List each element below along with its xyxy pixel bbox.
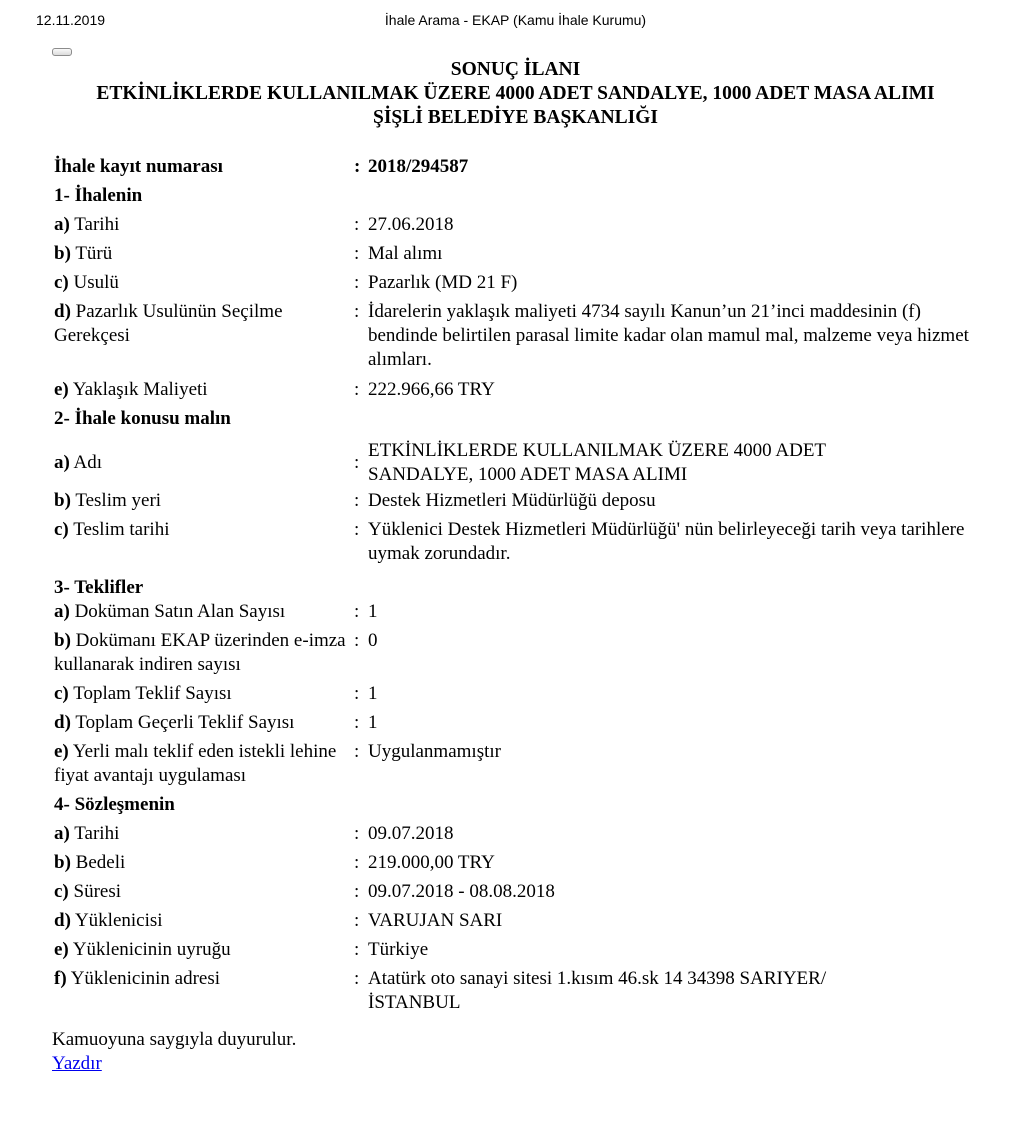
print-header [0,12,1031,32]
row-label-text: Toplam Geçerli Teklif Sayısı [75,712,295,733]
row-label [54,436,354,489]
row-label-text: Teslim tarihi [73,519,170,540]
footer [52,1028,296,1076]
section-header [54,571,984,600]
row-label-text: Yüklenicinin uyruğu [72,939,231,960]
row-label-text: Yerli malı teklif eden istekli lehine fiyat avantajı uygulaması [54,741,337,786]
colon: : [354,519,360,540]
row-label-text: Pazarlık Usulünün Seçilme Gerekçesi [54,301,283,346]
row-value: Yüklenici Destek Hizmetleri Müdürlüğü' nün belirleyeceği tarih veya tarihlere uymak zorundadır. [368,519,965,564]
row-label-text: Usulü [73,272,119,293]
table-row [54,880,984,909]
colon: : [354,301,360,322]
announcement-heading [0,58,1031,130]
row-label-text: Bedeli [75,852,126,873]
row-label [54,600,354,629]
heading-subject: ETKİNLİKLERDE KULLANILMAK ÜZERE 4000 ADET SANDALYE, 1000 ADET MASA ALIMI [96,83,935,104]
row-label-text: Yüklenicinin adresi [70,968,221,989]
colon: : [354,243,360,264]
colon: : [354,823,360,844]
row-value: 27.06.2018 [368,214,454,235]
row-label [54,711,354,740]
table-row [54,378,984,407]
row-letter: a) [54,451,70,473]
row-value: İdarelerin yaklaşık maliyeti 4734 sayılı Kanun’un 21’inci maddesinin (f) bendinde belirtilen parasal limite kadar olan mamul mal, malzeme veya hizmet alımları. [368,301,969,370]
section-header [54,793,984,822]
row-label [54,938,354,967]
section-title: 4- Sözleşmenin [54,794,175,815]
colon: : [354,852,360,873]
colon: : [354,712,360,733]
row-label-text: Doküman Satın Alan Sayısı [74,601,286,622]
row-label-text: Süresi [73,881,122,902]
row-letter: a) [54,601,70,622]
row-label [54,489,354,518]
table-row [54,300,984,378]
row-value: 0 [368,630,378,651]
row-label [54,300,354,378]
table-row [54,436,984,489]
row-value: Uygulanmamıştır [368,741,501,762]
row-letter: b) [54,243,71,264]
table-row [54,938,984,967]
section-title: 1- İhalenin [54,185,143,206]
row-letter: e) [54,741,69,762]
heading-title: SONUÇ İLANI [450,59,581,80]
ikn-row [54,155,984,184]
colon: : [354,272,360,293]
row-value: Türkiye [368,939,429,960]
row-label-text: Tarihi [74,214,120,235]
section-header [54,184,984,213]
table-row [54,682,984,711]
table-row [54,600,984,629]
print-page-title: İhale Arama - EKAP (Kamu İhale Kurumu) [384,12,647,28]
row-label [54,967,354,1020]
print-date: 12.11.2019 [36,12,106,28]
row-label [54,682,354,711]
colon: : [354,490,360,511]
row-letter: e) [54,379,69,400]
row-value: Pazarlık (MD 21 F) [368,272,518,293]
row-letter: b) [54,852,71,873]
row-label-text: Türü [75,243,113,264]
row-label [54,518,354,571]
row-label [54,740,354,793]
row-value: Atatürk oto sanayi sitesi 1.kısım 46.sk 14 34398 SARIYER/İSTANBUL [368,968,827,1013]
row-value: Destek Hizmetleri Müdürlüğü deposu [368,490,656,511]
row-value: 09.07.2018 [368,823,454,844]
colon: : [354,451,360,473]
table-row [54,271,984,300]
row-value: 1 [368,712,378,733]
heading-institution: ŞİŞLİ BELEDİYE BAŞKANLIĞI [372,107,659,128]
row-label [54,378,354,407]
row-label [54,822,354,851]
colon: : [354,156,361,177]
row-label-text: Dokümanı EKAP üzerinden e-imza kullanarak indiren sayısı [54,630,346,675]
table-row [54,629,984,682]
row-letter: a) [54,823,70,844]
colon: : [354,683,360,704]
colon: : [354,741,360,762]
colon: : [354,881,360,902]
row-value: 1 [368,683,378,704]
row-value: Mal alımı [368,243,443,264]
table-row [54,711,984,740]
row-letter: d) [54,712,71,733]
colon: : [354,214,360,235]
row-label [54,213,354,242]
announcement-text: Kamuoyuna saygıyla duyurulur. [52,1029,297,1050]
table-row [54,242,984,271]
section-header [54,407,984,436]
row-label-text: Yaklaşık Maliyeti [72,379,208,400]
row-label [54,880,354,909]
row-label-text: Adı [73,451,103,473]
row-letter: e) [54,939,69,960]
row-value: VARUJAN SARI [368,910,503,931]
colon: : [354,968,360,989]
table-row [54,213,984,242]
row-letter: a) [54,214,70,235]
table-row [54,518,984,571]
row-letter: c) [54,519,69,540]
row-letter: d) [54,301,71,322]
row-letter: b) [54,490,71,511]
section-title: 3- Teklifler [54,577,144,598]
row-letter: c) [54,683,69,704]
row-letter: b) [54,630,71,651]
row-label-text: Toplam Teklif Sayısı [73,683,232,704]
tender-result-table [54,155,984,1020]
colon: : [354,910,360,931]
row-letter: d) [54,910,71,931]
row-value: 219.000,00 TRY [368,852,495,873]
row-value: 222.966,66 TRY [368,379,495,400]
row-value: 09.07.2018 - 08.08.2018 [368,881,555,902]
row-letter: c) [54,272,69,293]
row-letter: f) [54,968,67,989]
table-row [54,909,984,938]
row-value: 1 [368,601,378,622]
close-button[interactable] [52,48,72,56]
ikn-label: İhale kayıt numarası [54,156,223,177]
colon: : [354,379,360,400]
section-title: 2- İhale konusu malın [54,408,231,429]
row-label [54,629,354,682]
row-label [54,909,354,938]
row-label-text: Tarihi [74,823,120,844]
table-row [54,851,984,880]
print-link[interactable]: Yazdır [52,1053,102,1074]
colon: : [354,939,360,960]
row-label [54,851,354,880]
table-row [54,489,984,518]
row-letter: c) [54,881,69,902]
colon: : [354,601,360,622]
table-row [54,967,984,1020]
table-row [54,822,984,851]
row-label-text: Yüklenicisi [74,910,163,931]
row-label [54,271,354,300]
table-row [54,740,984,793]
row-value: ETKİNLİKLERDE KULLANILMAK ÜZERE 4000 ADET SANDALYE, 1000 ADET MASA ALIMI [368,439,826,485]
colon: : [354,630,360,651]
row-label-text: Teslim yeri [75,490,162,511]
ikn-value: 2018/294587 [368,156,469,177]
row-label [54,242,354,271]
